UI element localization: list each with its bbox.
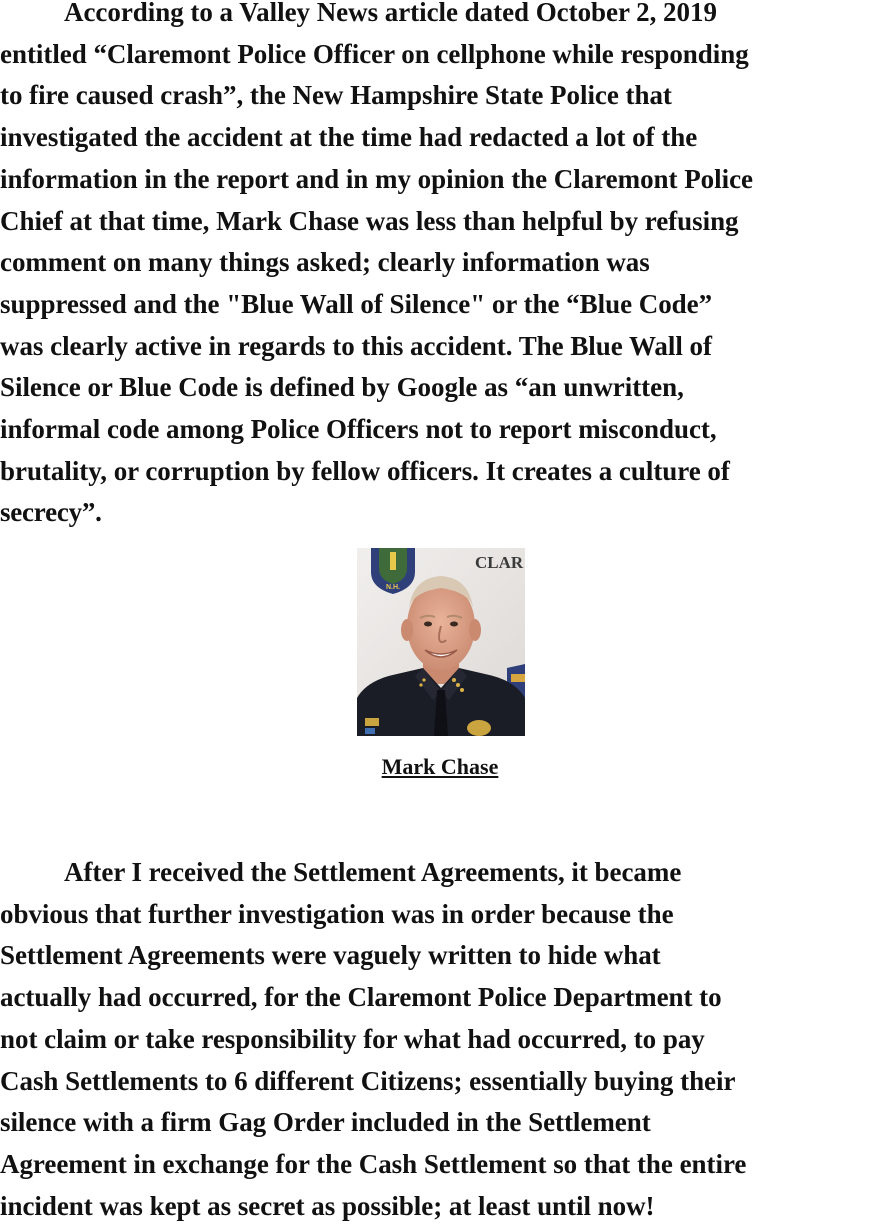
paragraph-1-line: was clearly active in regards to this accident. The Blue Wall of [0, 330, 712, 361]
paragraph-1-line: comment on many things asked; clearly information was [0, 247, 650, 278]
paragraph-2-line: Settlement Agreements were vaguely written to hide what [0, 940, 661, 971]
portrait-photo [357, 548, 525, 736]
paragraph-2-line: After I received the Settlement Agreements, it became [64, 857, 682, 887]
paragraph-1-line: investigated the accident at the time had redacted a lot of the [0, 122, 698, 153]
paragraph-2-line: incident was kept as secret as possible; at least until now! [0, 1190, 655, 1221]
svg-text:N.H.: N.H. [386, 584, 400, 591]
paragraph-2 [0, 852, 880, 1227]
paragraph-2-line: silence with a firm Gag Order included in the Settlement [0, 1107, 651, 1138]
paragraph-1-line: entitled “Claremont Police Officer on cellphone while responding [0, 38, 749, 69]
paragraph-2-line: Agreement in exchange for the Cash Settlement so that the entire [0, 1148, 747, 1179]
paragraph-1-line: Chief at that time, Mark Chase was less than helpful by refusing [0, 205, 739, 236]
paragraph-2-line: actually had occurred, for the Claremont Police Department to [0, 982, 722, 1013]
paragraph-1-line: informal code among Police Officers not to report misconduct, [0, 414, 717, 445]
paragraph-1-line: to fire caused crash”, the New Hampshire State Police that [0, 80, 672, 111]
paragraph-2-line: Cash Settlements to 6 different Citizens; essentially buying their [0, 1065, 736, 1096]
paragraph-2-line: not claim or take responsibility for what had occurred, to pay [0, 1023, 705, 1054]
paragraph-1-line: According to a Valley News article dated October 2, 2019 [64, 0, 717, 27]
portrait-illustration [357, 548, 525, 736]
paragraph-1-line: secrecy”. [0, 497, 102, 528]
paragraph-1-line: Silence or Blue Code is defined by Google as “an unwritten, [0, 372, 684, 403]
photo-caption: Mark Chase [381, 754, 499, 779]
paragraph-1-line: suppressed and the "Blue Wall of Silence" or the “Blue Code” [0, 288, 713, 319]
paragraph-1 [0, 0, 880, 534]
paragraph-1-line: information in the report and in my opinion the Claremont Police [0, 163, 753, 194]
wall-lettering: CLAR [475, 553, 524, 572]
paragraph-1-line: brutality, or corruption by fellow officers. It creates a culture of [0, 455, 730, 486]
paragraph-2-line: obvious that further investigation was in order because the [0, 898, 674, 929]
